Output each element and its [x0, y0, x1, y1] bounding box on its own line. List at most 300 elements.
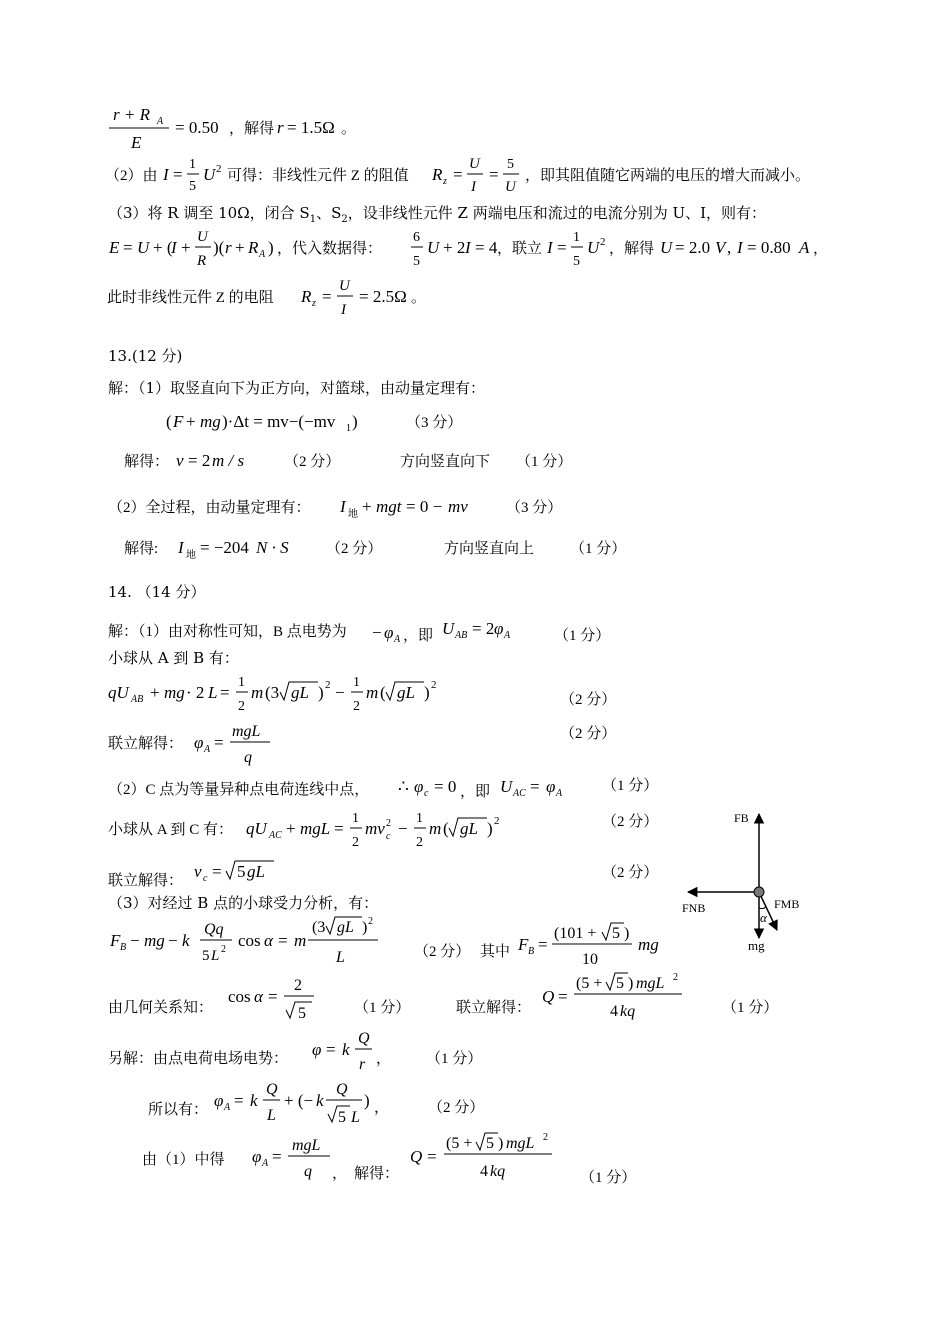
svg-text:Q: Q — [266, 1081, 278, 1098]
svg-text:U: U — [505, 179, 516, 195]
svg-text:5: 5 — [413, 254, 420, 269]
svg-text:（1 分）: （1 分） — [722, 1000, 779, 1016]
ball-b — [754, 887, 764, 897]
svg-text:φ: φ — [214, 1091, 224, 1110]
svg-text:): ) — [268, 238, 274, 257]
svg-text:): ) — [352, 412, 358, 431]
svg-text:A: A — [224, 1102, 231, 1113]
formula-13-2 — [120, 446, 600, 476]
svg-text:k: k — [182, 931, 190, 950]
svg-text:mg: mg — [200, 412, 221, 431]
svg-text:所以有：: 所以有： — [148, 1102, 209, 1118]
svg-text:= 2: = 2 — [188, 451, 211, 470]
svg-text:N · S: N · S — [256, 538, 289, 557]
svg-text:(: ( — [380, 683, 386, 702]
svg-text:1: 1 — [416, 811, 423, 826]
svg-text:U: U — [427, 238, 440, 257]
svg-text:，解得: ，解得 — [609, 241, 655, 257]
svg-text:2: 2 — [238, 699, 245, 714]
svg-text:L: L — [211, 948, 220, 964]
svg-text:6: 6 — [413, 230, 420, 245]
svg-text:。: 。 — [411, 290, 427, 306]
svg-text:m: m — [251, 683, 264, 702]
svg-text:2: 2 — [352, 835, 359, 850]
svg-text:A: A — [262, 1158, 269, 1169]
formula-14-3 — [108, 718, 628, 772]
formula-14-7 — [108, 912, 688, 972]
svg-text:2: 2 — [294, 977, 302, 994]
formula-14-5 — [108, 806, 668, 856]
question-14-header: 14. （14 分） — [108, 583, 206, 601]
svg-text:+: + — [150, 683, 160, 702]
svg-text:): ) — [362, 919, 368, 936]
svg-text:(3: (3 — [312, 919, 326, 936]
svg-text:+ (: + ( — [153, 238, 173, 257]
svg-text:L: L — [267, 1107, 276, 1124]
svg-text:k: k — [316, 1091, 324, 1110]
svg-text:α: α — [254, 987, 263, 1006]
svg-text:5: 5 — [237, 862, 246, 881]
svg-text:): ) — [628, 975, 634, 992]
svg-text:v: v — [176, 451, 184, 470]
svg-text:Q: Q — [336, 1081, 348, 1098]
svg-text:U: U — [197, 229, 208, 245]
svg-text:r: r — [277, 118, 284, 137]
svg-text:): ) — [424, 683, 430, 702]
svg-text:A: A — [556, 788, 563, 799]
formula-14-9 — [108, 1025, 668, 1075]
svg-text:=: = — [123, 238, 133, 257]
svg-text:5: 5 — [298, 1005, 306, 1022]
svg-text:k: k — [342, 1040, 350, 1059]
svg-text:方向竖直向下: 方向竖直向下 — [400, 454, 491, 470]
svg-text:+: + — [186, 412, 196, 431]
svg-text:A: A — [204, 744, 211, 755]
label-fnb: FNB — [682, 901, 706, 915]
svg-text:mgL: mgL — [506, 1135, 535, 1152]
svg-text:F: F — [173, 412, 184, 431]
svg-text:I: I — [340, 497, 346, 516]
svg-text:2: 2 — [416, 835, 423, 850]
svg-text:mgt: mgt — [376, 497, 402, 516]
svg-text:（3 分）: （3 分） — [506, 500, 563, 516]
svg-text:B: B — [528, 946, 535, 957]
svg-text:2: 2 — [325, 679, 331, 691]
svg-text:5: 5 — [507, 157, 514, 172]
svg-text:B: B — [120, 942, 127, 953]
svg-text:=: = — [530, 777, 540, 796]
svg-text:由几何关系知：: 由几何关系知： — [108, 1000, 214, 1016]
svg-text:r: r — [225, 238, 232, 257]
svg-text:另解：由点电荷电场电势：: 另解：由点电荷电场电势： — [108, 1051, 289, 1067]
label-mg: mg — [748, 938, 765, 953]
svg-text:v: v — [194, 862, 202, 881]
question-13-header: 13.(12 分) — [108, 347, 183, 365]
svg-text:，: ， — [332, 1166, 348, 1182]
svg-text:=: = — [427, 1147, 437, 1166]
svg-text:z: z — [312, 298, 316, 309]
svg-text:c: c — [203, 873, 208, 884]
svg-text:2: 2 — [216, 163, 222, 175]
svg-text:=: = — [557, 238, 567, 257]
svg-text:· 2: · 2 — [186, 683, 205, 702]
svg-text:=: = — [334, 819, 344, 838]
svg-text:其中: 其中 — [480, 944, 511, 960]
svg-text:（2 分）: （2 分） — [560, 726, 617, 742]
svg-text:I: I — [178, 538, 184, 557]
svg-text:联立解得：: 联立解得： — [456, 1000, 532, 1016]
svg-text:cos: cos — [228, 987, 251, 1006]
svg-text:+ 2: + 2 — [443, 238, 466, 257]
svg-text:qU: qU — [108, 683, 129, 702]
svg-text:mgL: mgL — [292, 1137, 321, 1154]
svg-text:): ) — [318, 683, 324, 702]
svg-text:=: = — [326, 1040, 336, 1059]
svg-text:L: L — [208, 683, 218, 702]
formula-13-3 — [108, 492, 608, 524]
block-14: 小球从 A 到 B 有： — [108, 649, 239, 667]
svg-text:（1 分）: （1 分） — [516, 454, 573, 470]
svg-text:= 2: = 2 — [472, 619, 495, 638]
svg-text:(101 +: (101 + — [554, 925, 597, 942]
svg-text:2: 2 — [368, 916, 373, 927]
svg-text:(3: (3 — [265, 683, 280, 702]
label-fmb: FMB — [774, 897, 800, 911]
svg-text:2: 2 — [543, 1132, 548, 1143]
svg-text:（1 分）: （1 分） — [354, 1000, 411, 1016]
svg-text:c: c — [424, 788, 429, 799]
svg-text:=: = — [272, 1147, 282, 1166]
svg-text:mgL: mgL — [232, 723, 261, 740]
svg-text:=: = — [214, 733, 224, 752]
formula-14-8 — [108, 970, 828, 1026]
svg-text:1: 1 — [238, 675, 245, 690]
svg-text:= 4: = 4 — [475, 238, 498, 257]
svg-text:4: 4 — [610, 1003, 618, 1020]
svg-text:（1 分）: （1 分） — [580, 1170, 637, 1186]
svg-text:mv: mv — [365, 819, 385, 838]
svg-text:I: I — [471, 179, 476, 195]
svg-text:（1 分）: （1 分） — [602, 778, 659, 794]
svg-text:= 2.0: = 2.0 — [675, 238, 711, 257]
svg-text:= 0 −: = 0 − — [406, 497, 443, 516]
svg-text:q: q — [244, 749, 252, 766]
svg-text:)·Δt = mv−(−mv: )·Δt = mv−(−mv — [222, 412, 336, 431]
svg-text:I: I — [341, 302, 346, 318]
svg-text:U: U — [469, 156, 480, 172]
svg-text:，: ， — [813, 241, 829, 257]
svg-text:mg: mg — [638, 935, 659, 954]
svg-text:A: A — [394, 634, 401, 645]
svg-text:U: U — [203, 165, 216, 184]
svg-text:，即: ，即 — [460, 784, 491, 800]
svg-text:，即: ，即 — [403, 628, 434, 644]
svg-text:= 0.50: = 0.50 — [175, 118, 219, 137]
svg-text:2: 2 — [494, 815, 500, 827]
svg-text:kq: kq — [490, 1163, 506, 1180]
svg-text:E: E — [131, 133, 142, 152]
svg-text:+: + — [181, 238, 191, 257]
svg-text:解得：: 解得： — [354, 1166, 400, 1182]
svg-text:gL: gL — [460, 819, 478, 838]
svg-text:（2）C 点为等量异种点电荷连线中点，: （2）C 点为等量异种点电荷连线中点， — [108, 782, 370, 798]
svg-text:1: 1 — [189, 157, 196, 172]
svg-text:φ: φ — [312, 1040, 322, 1059]
svg-text:，即其阻值随它两端的电压的增大而减小。: ，即其阻值随它两端的电压的增大而减小。 — [525, 168, 811, 184]
svg-text:(5 +: (5 + — [576, 975, 603, 992]
svg-text:（2 分）: （2 分） — [602, 814, 659, 830]
svg-text:U: U — [660, 238, 673, 257]
svg-text:α: α — [264, 931, 273, 950]
svg-text:R: R — [432, 165, 443, 184]
svg-text:+ (−: + (− — [284, 1091, 314, 1110]
svg-text:=: = — [453, 165, 463, 184]
label-alpha: α — [760, 910, 767, 925]
svg-text:U: U — [339, 278, 350, 294]
svg-text:联立解得：: 联立解得： — [108, 873, 184, 889]
svg-text:10: 10 — [582, 951, 598, 968]
svg-text:U: U — [500, 777, 513, 796]
svg-text:): ) — [364, 1091, 370, 1110]
svg-text:mgL: mgL — [636, 975, 665, 992]
svg-text:=: = — [268, 987, 278, 1006]
formula-line-5 — [105, 272, 505, 322]
formula-14-4 — [108, 772, 668, 806]
svg-text:Qq: Qq — [204, 921, 224, 938]
svg-text:): ) — [498, 1135, 504, 1152]
svg-text:+: + — [235, 238, 245, 257]
formula-13-1 — [160, 405, 520, 439]
svg-text:R: R — [248, 238, 259, 257]
svg-text:1: 1 — [353, 675, 360, 690]
svg-text:A: A — [259, 249, 266, 260]
svg-text:，解得: ，解得 — [229, 121, 275, 137]
svg-text:地: 地 — [348, 509, 358, 520]
svg-text:2: 2 — [600, 236, 606, 248]
svg-text:A: A — [504, 630, 511, 641]
force-diagram — [680, 800, 810, 960]
svg-text:R: R — [301, 287, 312, 306]
svg-text:U: U — [442, 619, 455, 638]
svg-text:方向竖直向上: 方向竖直向上 — [444, 541, 535, 557]
svg-text:m: m — [429, 819, 442, 838]
svg-text:地: 地 — [186, 550, 196, 561]
svg-text:（1 分）: （1 分） — [570, 541, 627, 557]
formula-14-2 — [108, 670, 628, 720]
svg-text:= 2.5Ω: = 2.5Ω — [359, 287, 407, 306]
svg-text:): ) — [487, 819, 493, 838]
svg-text:(: ( — [166, 412, 172, 431]
svg-text:=: = — [212, 862, 222, 881]
svg-text:5: 5 — [612, 925, 620, 942]
svg-text:5: 5 — [573, 254, 580, 269]
svg-text:k: k — [250, 1091, 258, 1110]
svg-text:L: L — [336, 949, 345, 966]
svg-text:=: = — [173, 165, 183, 184]
svg-text:AB: AB — [455, 630, 468, 641]
svg-text:= 1.5Ω: = 1.5Ω — [287, 118, 335, 137]
svg-text:F: F — [518, 935, 529, 954]
svg-text:z: z — [443, 176, 447, 187]
svg-text:1: 1 — [346, 423, 351, 434]
svg-text:4: 4 — [480, 1163, 488, 1180]
svg-text:=: = — [220, 683, 230, 702]
svg-text:联立解得：: 联立解得： — [108, 736, 184, 752]
svg-text:I: I — [547, 238, 553, 257]
svg-text:I: I — [737, 238, 743, 257]
svg-text:F: F — [110, 931, 121, 950]
svg-text:r + R: r + R — [113, 105, 150, 124]
formula-line-1 — [105, 100, 405, 156]
svg-text:（2）由: （2）由 — [105, 168, 158, 184]
svg-text:(: ( — [443, 819, 449, 838]
svg-text:5: 5 — [616, 975, 624, 992]
svg-text:此时非线性元件 Z 的电阻: 此时非线性元件 Z 的电阻 — [107, 290, 274, 306]
svg-text:R: R — [197, 253, 207, 269]
svg-text:+: + — [362, 497, 372, 516]
svg-text:)(: )( — [213, 238, 225, 257]
svg-text:（1 分）: （1 分） — [554, 628, 611, 644]
svg-text:−: − — [130, 931, 140, 950]
svg-text:（3 分）: （3 分） — [406, 415, 463, 431]
svg-text:2: 2 — [431, 679, 437, 691]
svg-text:=: = — [234, 1091, 244, 1110]
svg-text:A: A — [799, 238, 810, 257]
svg-text:2: 2 — [221, 944, 226, 955]
formula-13-4 — [120, 533, 680, 565]
svg-text:（2 分）: （2 分） — [560, 692, 617, 708]
svg-text:,: , — [727, 238, 732, 257]
svg-text:gL: gL — [247, 862, 265, 881]
svg-text:cos: cos — [238, 931, 261, 950]
svg-text:L: L — [351, 1109, 360, 1126]
svg-text:1: 1 — [573, 230, 580, 245]
svg-text:，: ， — [374, 1100, 390, 1116]
svg-text:): ) — [624, 925, 630, 942]
formula-14-6 — [108, 855, 668, 895]
svg-text:，联立: ，联立 — [497, 241, 543, 257]
svg-text:2: 2 — [386, 818, 391, 829]
svg-text:φ: φ — [252, 1147, 262, 1166]
svg-text:m: m — [294, 931, 307, 950]
svg-text:（2 分）: （2 分） — [428, 1100, 485, 1116]
svg-text:kq: kq — [620, 1003, 636, 1020]
svg-text:E: E — [109, 238, 120, 257]
svg-text:=: = — [322, 287, 332, 306]
svg-text:∴: ∴ — [398, 777, 409, 796]
svg-text:AB: AB — [131, 694, 144, 705]
svg-text:= 0.80: = 0.80 — [747, 238, 791, 257]
svg-text:可得：非线性元件 Z 的阻值: 可得：非线性元件 Z 的阻值 — [227, 168, 409, 184]
svg-text:−: − — [372, 623, 382, 642]
svg-text:mg: mg — [164, 683, 185, 702]
svg-text:m / s: m / s — [212, 451, 245, 470]
svg-text:+: + — [286, 819, 296, 838]
svg-text:= 0: = 0 — [434, 777, 457, 796]
svg-text:AC: AC — [269, 830, 282, 841]
svg-text:φ: φ — [494, 619, 504, 638]
svg-text:−: − — [398, 819, 408, 838]
formula-line-4 — [105, 225, 950, 275]
svg-text:=: = — [489, 165, 499, 184]
svg-text:qU: qU — [246, 819, 267, 838]
svg-text:5: 5 — [486, 1135, 494, 1152]
svg-text:（2）全过程，由动量定理有：: （2）全过程，由动量定理有： — [108, 500, 311, 516]
label-fb: FB — [734, 811, 749, 825]
svg-text:5: 5 — [202, 948, 210, 964]
svg-text:I: I — [465, 238, 471, 257]
formula-line-2 — [105, 150, 950, 200]
svg-text:m: m — [366, 683, 379, 702]
svg-text:（2 分）: （2 分） — [414, 944, 471, 960]
block-20: （3）对经过 B 点的小球受力分析，有： — [108, 894, 379, 912]
svg-text:（2 分）: （2 分） — [284, 454, 341, 470]
block-07: 解：（1）取竖直向下为正方向，对篮球，由动量定理有： — [108, 379, 486, 397]
svg-text:r: r — [359, 1056, 366, 1073]
svg-text:解得：: 解得： — [124, 454, 170, 470]
svg-text:gL: gL — [397, 683, 415, 702]
svg-text:2: 2 — [353, 699, 360, 714]
svg-text:c: c — [386, 831, 391, 842]
svg-text:Q: Q — [410, 1147, 423, 1166]
svg-text:mgL: mgL — [300, 819, 331, 838]
svg-text:φ: φ — [414, 777, 424, 796]
svg-text:I: I — [171, 238, 177, 257]
svg-text:5: 5 — [189, 179, 196, 194]
svg-text:U: U — [587, 238, 600, 257]
svg-text:(5 +: (5 + — [446, 1135, 473, 1152]
svg-text:5: 5 — [338, 1109, 346, 1126]
svg-text:解得:: 解得: — [124, 541, 159, 557]
block-03: （3）将 R 调至 10Ω，闭合 $S_1$、$S_2$，设非线性元件 Z 两端电压和流过的电流分别为 U、I，则有： — [108, 204, 767, 225]
svg-text:Q: Q — [358, 1030, 370, 1047]
svg-text:= −204: = −204 — [200, 538, 249, 557]
svg-text:V: V — [715, 238, 726, 257]
svg-text:I: I — [163, 165, 169, 184]
svg-text:φ: φ — [384, 623, 394, 642]
svg-text:A: A — [157, 116, 164, 127]
svg-text:U: U — [137, 238, 150, 257]
svg-text:1: 1 — [352, 811, 359, 826]
formula-14-11 — [140, 1132, 660, 1194]
svg-text:小球从 A 到 C 有：: 小球从 A 到 C 有： — [108, 822, 234, 838]
svg-text:mg: mg — [144, 931, 165, 950]
svg-text:由（1）中得: 由（1）中得 — [142, 1152, 225, 1168]
svg-text:（2 分）: （2 分） — [326, 541, 383, 557]
svg-text:gL: gL — [337, 919, 354, 936]
svg-text:AC: AC — [513, 788, 526, 799]
svg-text:φ: φ — [194, 733, 204, 752]
svg-text:=: = — [558, 987, 568, 1006]
svg-text:−: − — [335, 683, 345, 702]
svg-text:φ: φ — [546, 777, 556, 796]
svg-text:=: = — [278, 931, 288, 950]
svg-text:，代入数据得：: ，代入数据得： — [277, 241, 383, 257]
svg-text:解：（1）由对称性可知，B 点电势为: 解：（1）由对称性可知，B 点电势为 — [108, 624, 347, 640]
svg-text:−: − — [168, 931, 178, 950]
svg-text:gL: gL — [291, 683, 309, 702]
svg-text:Q: Q — [542, 987, 555, 1006]
svg-text:mv: mv — [448, 497, 468, 516]
svg-text:（2 分）: （2 分） — [602, 865, 659, 881]
svg-text:q: q — [304, 1163, 312, 1180]
svg-text:=: = — [538, 935, 548, 954]
formula-14-10 — [148, 1074, 668, 1130]
svg-text:。: 。 — [341, 121, 357, 137]
svg-text:（1 分）: （1 分） — [426, 1051, 483, 1067]
svg-text:2: 2 — [673, 972, 678, 983]
formula-14-1 — [108, 614, 628, 648]
